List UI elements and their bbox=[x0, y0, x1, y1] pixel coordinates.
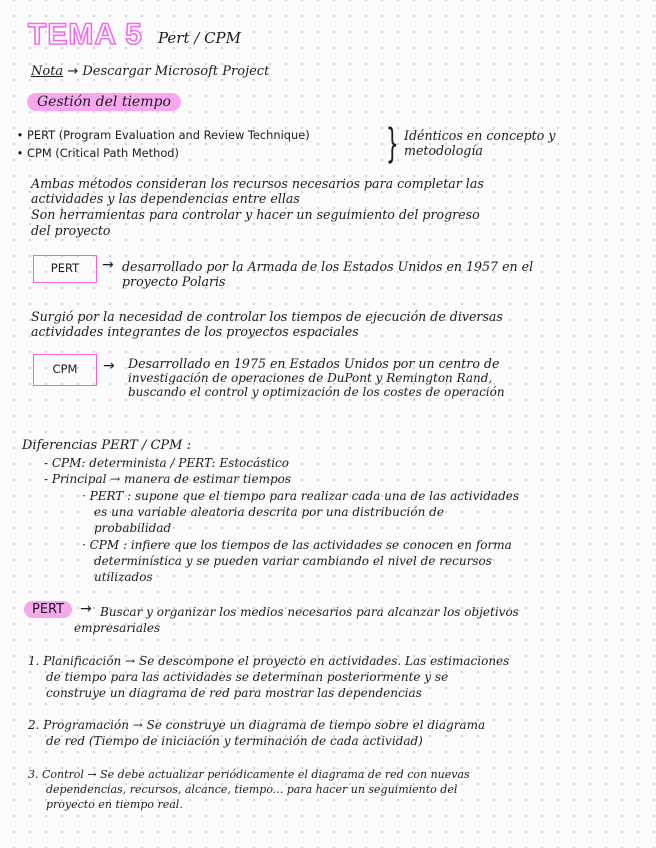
text-line: dependencias, recursos, alcance, tiempo... para hacer un seguimiento del bbox=[46, 783, 458, 796]
methods-list bbox=[13, 128, 310, 164]
note-text: Descargar Microsoft Project bbox=[82, 64, 270, 79]
text-line: desarrollado por la Armada de los Estados Unidos en 1957 en el bbox=[122, 259, 534, 274]
page-subtitle: Pert / CPM bbox=[158, 29, 242, 47]
cpm-box: CPM bbox=[33, 354, 97, 386]
pert-description bbox=[122, 259, 533, 289]
method-pert: PERT (Program Evaluation and Review Technique) bbox=[27, 128, 310, 142]
text-line: Buscar y organizar los medios necesarios para alcanzar los objetivos bbox=[100, 605, 519, 619]
arrow-icon: → bbox=[67, 64, 79, 79]
pert-goal-text bbox=[74, 605, 519, 637]
cpm-description bbox=[128, 356, 505, 399]
bullet-icon: • bbox=[16, 146, 24, 160]
method-cpm: CPM (Critical Path Method) bbox=[27, 146, 179, 160]
text-line: Ambas métodos consideran los recursos necesarios para completar las bbox=[31, 176, 484, 191]
cpm-detail bbox=[82, 538, 512, 586]
note bbox=[31, 64, 269, 79]
brace-note bbox=[404, 128, 555, 158]
list-item bbox=[13, 128, 310, 146]
text-line: 1. Planificación → Se descompone el proyecto en actividades. Las estimaciones bbox=[28, 654, 510, 668]
text-line: Desarrollado en 1975 en Estados Unidos por un centro de bbox=[128, 356, 500, 371]
text-line: 2. Programación → Se construye un diagrama de tiempo sobre el diagrama bbox=[28, 718, 486, 732]
text-line: probabilidad bbox=[94, 521, 172, 535]
text-line: proyecto Polaris bbox=[122, 274, 226, 289]
arrow-icon: → bbox=[103, 358, 115, 374]
step-control bbox=[28, 768, 470, 813]
brace-note-line: Idénticos en concepto y bbox=[404, 128, 556, 143]
text-line: utilizados bbox=[94, 570, 153, 584]
pert-goal-highlight: PERT bbox=[24, 601, 72, 618]
text-line: empresariales bbox=[74, 621, 161, 635]
text-line: es una variable aleatoria descrita por una distribución de bbox=[94, 505, 444, 519]
section-title-highlight: Gestión del tiempo bbox=[27, 93, 181, 111]
step-programming bbox=[28, 718, 485, 750]
text-line: · CPM : infiere que los tiempos de las actividades se conocen en forma bbox=[82, 538, 512, 552]
text-line: del proyecto bbox=[31, 223, 111, 238]
text-line: - Principal → manera de estimar tiempos bbox=[44, 472, 292, 486]
pert-goal-label bbox=[24, 602, 72, 617]
text-line: Surgió por la necesidad de controlar los tiempos de ejecución de diversas bbox=[31, 309, 503, 324]
brace-icon: } bbox=[386, 121, 399, 167]
arrow-icon: → bbox=[80, 601, 92, 617]
differences-title: Diferencias PERT / CPM : bbox=[22, 438, 191, 453]
section-title bbox=[27, 94, 181, 110]
text-line: - CPM: determinista / PERT: Estocástico bbox=[44, 456, 289, 470]
list-item bbox=[13, 146, 310, 164]
text-line: de red (Tiempo de iniciación y terminación de cada actividad) bbox=[46, 734, 423, 748]
brace-note-line: metodología bbox=[404, 143, 483, 158]
step-planning bbox=[28, 654, 509, 702]
text-line: actividades y las dependencias entre ellas bbox=[31, 191, 300, 206]
text-line: investigación de operaciones de DuPont y Remington Rand, bbox=[128, 371, 493, 385]
text-line: buscando el control y optimización de los costes de operación bbox=[128, 385, 505, 399]
text-line: actividades integrantes de los proyectos espaciales bbox=[31, 324, 359, 339]
text-line: determinística y se pueden variar cambiando el nivel de recursos bbox=[94, 554, 492, 568]
bullet-icon: • bbox=[16, 128, 24, 142]
text-line: proyecto en tiempo real. bbox=[46, 798, 183, 811]
note-label: Nota bbox=[31, 64, 64, 79]
page-title: TEMA 5 bbox=[28, 18, 143, 51]
text-line: 3. Control → Se debe actualizar periódicamente el diagrama de red con nuevas bbox=[28, 768, 470, 781]
text-line: de tiempo para las actividades se determinan posteriormente y se bbox=[46, 670, 449, 684]
arrow-icon: → bbox=[102, 257, 114, 273]
differences-points bbox=[44, 456, 291, 488]
text-line: · PERT : supone que el tiempo para realizar cada una de las actividades bbox=[82, 489, 520, 503]
pert-detail bbox=[82, 489, 519, 537]
pert-box: PERT bbox=[33, 255, 97, 283]
pert-origin bbox=[31, 309, 503, 339]
text-line: Son herramientas para controlar y hacer un seguimiento del progreso bbox=[31, 207, 480, 222]
text-line: construye un diagrama de red para mostrar las dependencias bbox=[46, 686, 422, 700]
